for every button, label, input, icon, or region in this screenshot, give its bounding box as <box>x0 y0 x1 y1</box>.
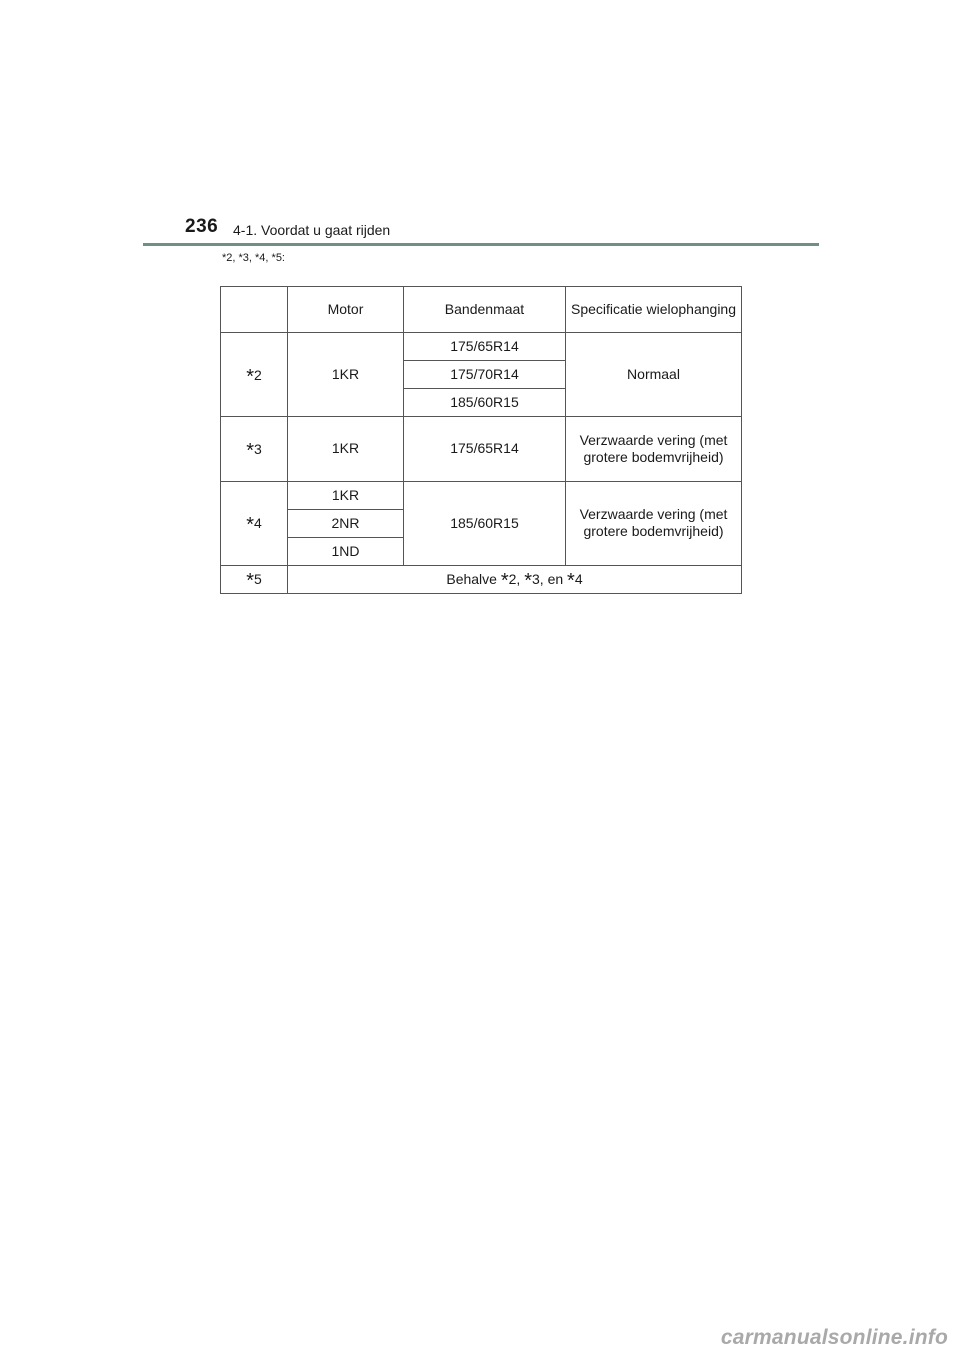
row-label-cell <box>221 417 288 481</box>
row-label-cell <box>221 333 288 417</box>
motor-cell: 1ND <box>288 537 404 565</box>
header-tire-size: Bandenmaat <box>404 287 566 333</box>
asterisk-mark: * <box>567 570 575 593</box>
spec-table <box>220 286 742 594</box>
tire-cell: 175/70R14 <box>404 361 566 389</box>
motor-cell: 1KR <box>288 417 404 481</box>
tire-cell: 175/65R14 <box>404 333 566 361</box>
exception-cell <box>288 565 742 593</box>
table-header-row <box>221 287 742 333</box>
row-label: 5 <box>254 571 262 588</box>
intro-note: *2, *3, *4, *5: <box>222 252 285 264</box>
asterisk-mark: * <box>246 439 254 462</box>
asterisk-mark: * <box>246 570 254 593</box>
tire-cell: 175/65R14 <box>404 417 566 481</box>
asterisk-mark: * <box>524 570 533 593</box>
header-motor: Motor <box>288 287 404 333</box>
motor-cell: 2NR <box>288 509 404 537</box>
row-label-cell <box>221 565 288 593</box>
page-number: 236 <box>185 216 219 237</box>
row-label-cell <box>221 481 288 565</box>
motor-cell: 1KR <box>288 481 404 509</box>
exception-ref: 2, <box>508 571 525 588</box>
exception-prefix: Behalve <box>446 571 501 588</box>
row-label: 4 <box>254 515 262 532</box>
suspension-cell: Verzwaarde vering (met grotere bodemvrijheid) <box>566 417 742 481</box>
table-row <box>221 565 742 593</box>
asterisk-mark: * <box>246 365 254 388</box>
motor-cell: 1KR <box>288 333 404 417</box>
row-label: 2 <box>254 366 262 383</box>
table-row <box>221 481 742 509</box>
exception-ref: 3, en <box>532 571 568 588</box>
asterisk-mark: * <box>500 570 509 593</box>
row-label: 3 <box>254 440 262 457</box>
tire-cell: 185/60R15 <box>404 389 566 417</box>
watermark-text: carmanualsonline.info <box>720 1326 948 1349</box>
header-cell-empty <box>221 287 288 333</box>
header-divider <box>143 243 819 246</box>
tire-cell: 185/60R15 <box>404 481 566 565</box>
exception-ref: 4 <box>574 571 583 588</box>
suspension-cell: Normaal <box>566 333 742 417</box>
suspension-cell: Verzwaarde vering (met grotere bodemvrijheid) <box>566 481 742 565</box>
asterisk-mark: * <box>246 514 254 537</box>
header-suspension: Specificatie wielophanging <box>566 287 742 333</box>
table-row <box>221 333 742 361</box>
section-title: 4-1. Voordat u gaat rijden <box>233 222 391 238</box>
table-row <box>221 417 742 481</box>
